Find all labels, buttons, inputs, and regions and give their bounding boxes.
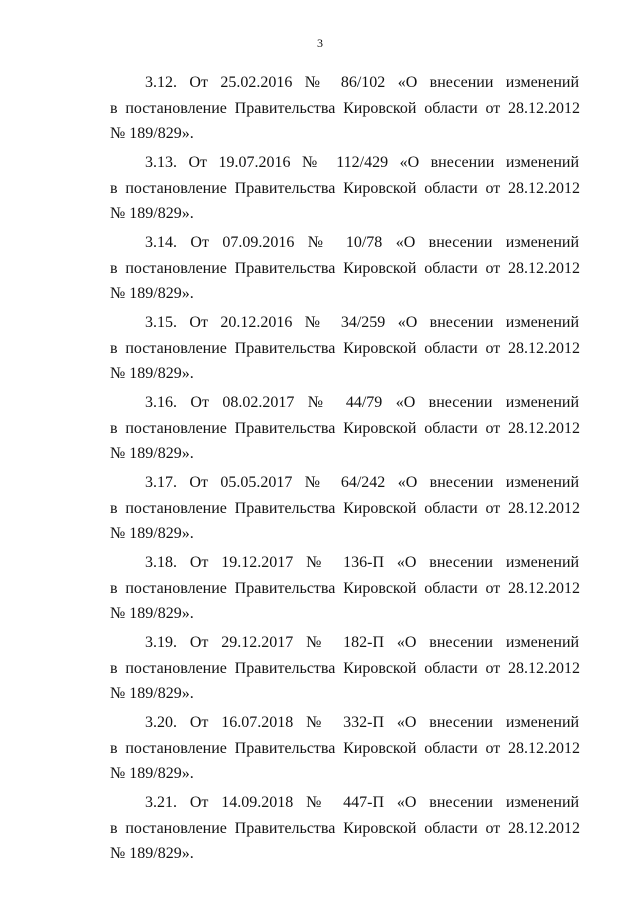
line2-word: 28.12.2012 [508,820,581,837]
item-word-vnesenii: внесении [429,74,494,91]
line2-word: 28.12.2012 [508,100,581,117]
item-quote-open: «О [396,714,417,731]
line2-word: 28.12.2012 [508,660,581,677]
item-number-sign: № [304,74,329,91]
item-word-izmeneniy: изменений [505,314,580,331]
item-date: 29.12.2017 [221,634,294,651]
item-line-2 [110,340,580,358]
item-ot: От [189,714,209,731]
line2-word: Правительства [234,100,336,117]
line2-word: области [424,260,478,277]
item-line-3: № 189/829». [110,605,194,622]
item-date: 07.09.2016 [222,234,295,251]
line2-word: постановление [125,180,227,197]
item-line-3: № 189/829». [110,365,194,382]
line2-word: 28.12.2012 [508,580,581,597]
item-line-2 [110,820,580,838]
item-date: 16.07.2018 [221,714,294,731]
line2-word: Кировской [343,340,417,357]
item-line-1 [145,234,579,252]
line2-word: Правительства [234,740,336,757]
item-word-vnesenii: внесении [428,394,493,411]
item-word-vnesenii: внесении [428,234,493,251]
item-quote-open: «О [395,234,416,251]
line2-word: от [485,820,501,837]
line2-word: Правительства [234,500,336,517]
line2-word: Правительства [234,180,336,197]
item-doc-number: 332-П [343,714,384,731]
item-date: 05.05.2017 [220,474,293,491]
list-item [0,390,640,470]
item-number-sign: № [306,634,331,651]
item-word-izmeneniy: изменений [505,154,580,171]
item-line-3: № 189/829». [110,685,194,702]
line2-word: в [110,500,118,517]
item-doc-number: 86/102 [340,74,386,91]
line2-word: в [110,740,118,757]
item-number-sign: № [302,154,325,171]
list-item [0,550,640,630]
line2-word: области [424,500,478,517]
line2-word: в [110,420,118,437]
item-number: 3.16. [145,394,177,411]
line2-word: области [424,340,478,357]
line2-word: от [485,100,501,117]
line2-word: Правительства [234,260,336,277]
list-item [0,70,640,150]
item-number-sign: № [306,714,331,731]
item-line-1 [145,314,579,332]
line2-word: постановление [125,660,227,677]
item-number-sign: № [304,474,329,491]
line2-word: 28.12.2012 [508,740,581,757]
page-number: 3 [317,36,323,50]
item-word-vnesenii: внесении [429,554,493,571]
line2-word: Правительства [234,660,336,677]
item-word-vnesenii: внесении [429,634,493,651]
item-word-vnesenii: внесении [430,154,495,171]
line2-word: в [110,260,118,277]
item-ot: От [190,394,209,411]
line2-word: области [424,420,478,437]
item-word-vnesenii: внесении [429,794,493,811]
line2-word: от [485,580,501,597]
item-word-izmeneniy: изменений [505,234,580,251]
line2-word: от [485,740,501,757]
list-item [0,470,640,550]
line2-word: постановление [125,260,227,277]
item-line-2 [110,100,580,118]
line2-word: области [424,820,478,837]
line2-word: области [424,740,478,757]
item-number: 3.13. [145,154,177,171]
item-line-1 [145,634,579,652]
item-doc-number: 44/79 [345,394,383,411]
list-item [0,230,640,310]
item-line-2 [110,580,580,598]
item-date: 14.09.2018 [221,794,294,811]
line2-word: постановление [125,420,227,437]
item-line-2 [110,260,580,278]
line2-word: области [424,100,478,117]
line2-word: от [485,340,501,357]
line2-word: Кировской [343,180,417,197]
item-line-1 [145,794,579,812]
line2-word: Правительства [234,820,336,837]
item-quote-open: «О [399,154,420,171]
item-quote-open: «О [396,634,417,651]
item-line-1 [145,554,579,572]
item-word-izmeneniy: изменений [505,714,580,731]
item-number-sign: № [307,394,333,411]
item-line-2 [110,660,580,678]
item-line-3: № 189/829». [110,125,194,142]
line2-word: постановление [125,500,227,517]
item-ot: От [190,234,209,251]
item-line-2 [110,420,580,438]
item-word-izmeneniy: изменений [505,794,580,811]
item-line-3: № 189/829». [110,845,194,862]
line2-word: Кировской [343,820,417,837]
item-quote-open: «О [396,554,417,571]
line2-word: в [110,580,118,597]
item-line-3: № 189/829». [110,285,194,302]
amendments-list [0,70,640,870]
line2-word: от [485,500,501,517]
item-number: 3.12. [145,74,177,91]
item-number-sign: № [307,234,333,251]
line2-word: Правительства [234,580,336,597]
item-doc-number: 136-П [343,554,384,571]
line2-word: постановление [125,580,227,597]
item-number-sign: № [306,794,331,811]
item-ot: От [189,794,209,811]
line2-word: 28.12.2012 [508,500,581,517]
item-number: 3.14. [145,234,177,251]
item-quote-open: «О [397,474,418,491]
item-number-sign: № [304,314,329,331]
line2-word: от [485,420,501,437]
item-number-sign: № [306,554,331,571]
list-item [0,310,640,390]
item-ot: От [189,554,209,571]
item-quote-open: «О [397,314,418,331]
line2-word: Правительства [234,420,336,437]
item-line-2 [110,500,580,518]
item-date: 20.12.2016 [220,314,293,331]
list-item [0,790,640,870]
item-number: 3.15. [145,314,177,331]
item-quote-open: «О [396,794,417,811]
line2-word: Кировской [343,740,417,757]
line2-word: в [110,100,118,117]
item-line-3: № 189/829». [110,205,194,222]
item-line-1 [145,74,579,92]
item-word-vnesenii: внесении [429,314,494,331]
line2-word: в [110,820,118,837]
list-item [0,710,640,790]
line2-word: постановление [125,820,227,837]
line2-word: 28.12.2012 [508,260,581,277]
item-line-1 [145,474,579,492]
item-doc-number: 447-П [343,794,384,811]
item-line-3: № 189/829». [110,765,194,782]
item-doc-number: 34/259 [340,314,386,331]
item-word-izmeneniy: изменений [505,634,580,651]
item-line-2 [110,740,580,758]
item-number: 3.20. [145,714,177,731]
item-number: 3.18. [145,554,177,571]
line2-word: 28.12.2012 [508,180,581,197]
item-number: 3.17. [145,474,177,491]
item-date: 19.07.2016 [218,154,291,171]
item-number: 3.21. [145,794,177,811]
item-doc-number: 10/78 [345,234,383,251]
line2-word: постановление [125,340,227,357]
item-line-1 [145,394,579,412]
line2-word: Кировской [343,260,417,277]
item-date: 08.02.2017 [222,394,295,411]
item-word-izmeneniy: изменений [505,74,580,91]
item-doc-number: 182-П [343,634,384,651]
line2-word: 28.12.2012 [508,340,581,357]
line2-word: Кировской [343,660,417,677]
list-item [0,150,640,230]
line2-word: в [110,340,118,357]
line2-word: Кировской [343,100,417,117]
line2-word: от [485,660,501,677]
item-doc-number: 112/429 [336,154,389,171]
line2-word: постановление [125,100,227,117]
item-ot: От [189,634,209,651]
item-ot: От [189,74,208,91]
line2-word: области [424,180,478,197]
line2-word: 28.12.2012 [508,420,581,437]
line2-word: постановление [125,740,227,757]
line2-word: Кировской [343,500,417,517]
item-word-izmeneniy: изменений [505,554,580,571]
line2-word: области [424,580,478,597]
item-line-1 [145,154,579,172]
list-item [0,630,640,710]
item-word-vnesenii: внесении [429,474,494,491]
line2-word: Кировской [343,420,417,437]
item-word-vnesenii: внесении [429,714,493,731]
item-ot: От [189,474,208,491]
line2-word: в [110,180,118,197]
line2-word: от [485,180,501,197]
line2-word: области [424,660,478,677]
item-word-izmeneniy: изменений [505,394,580,411]
line2-word: Кировской [343,580,417,597]
item-date: 25.02.2016 [220,74,293,91]
line2-word: от [485,260,501,277]
item-word-izmeneniy: изменений [505,474,580,491]
item-doc-number: 64/242 [340,474,386,491]
line2-word: Правительства [234,340,336,357]
item-number: 3.19. [145,634,177,651]
item-line-2 [110,180,580,198]
item-quote-open: «О [397,74,418,91]
item-line-1 [145,714,579,732]
item-line-3: № 189/829». [110,445,194,462]
line2-word: в [110,660,118,677]
item-line-3: № 189/829». [110,525,194,542]
item-date: 19.12.2017 [221,554,294,571]
item-quote-open: «О [395,394,416,411]
item-ot: От [189,314,208,331]
item-ot: От [188,154,208,171]
